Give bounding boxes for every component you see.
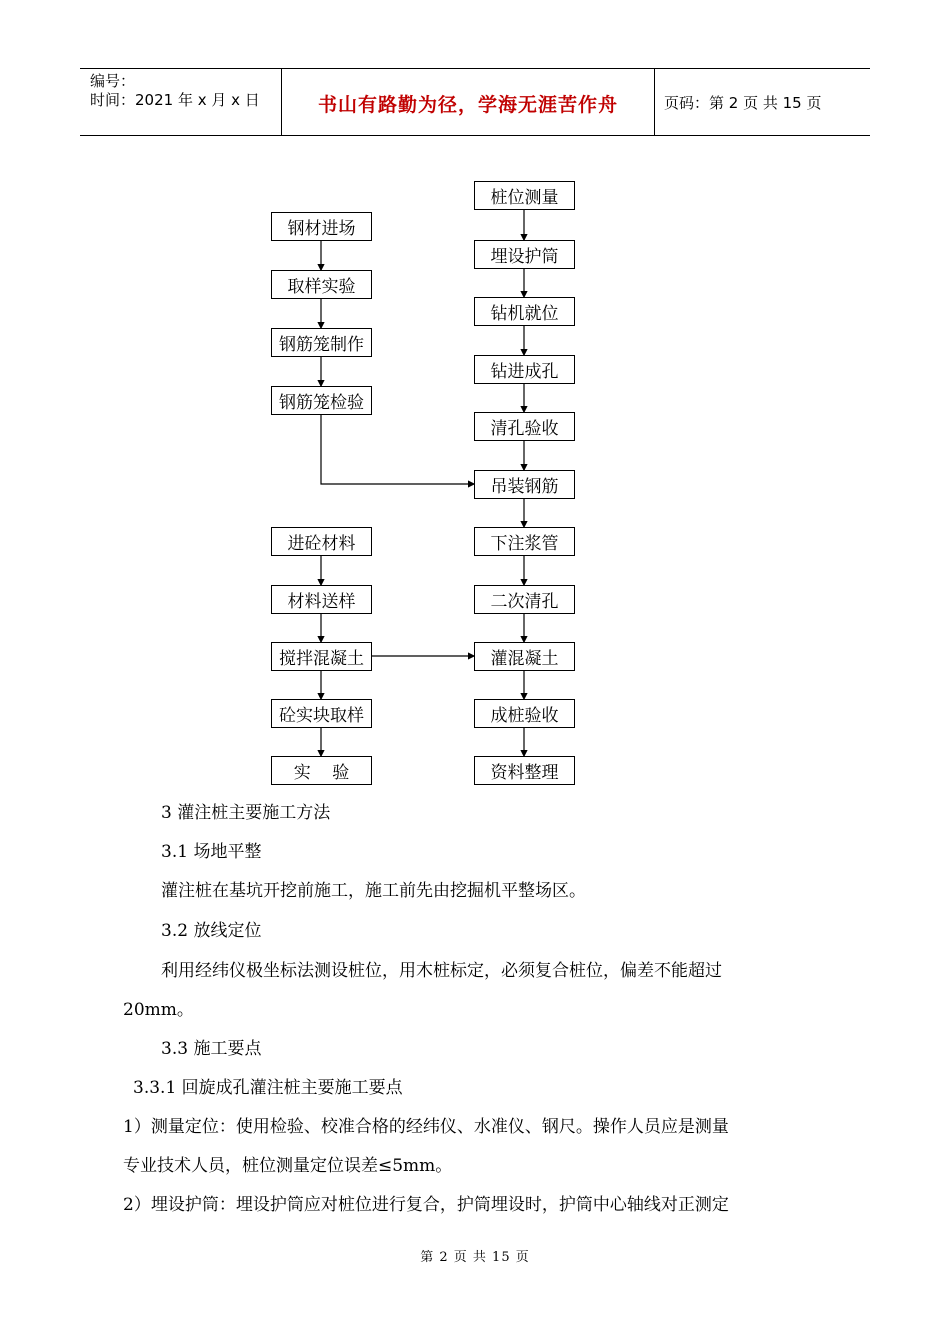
flow-step-box: 桩位测量: [474, 181, 575, 210]
subsection-heading: 3.1 场地平整: [161, 842, 262, 862]
flow-step-box: 搅拌混凝土: [271, 642, 372, 671]
flow-step-box: 钢筋笼制作: [271, 328, 372, 357]
list-item: 1）测量定位：使用检验、校准合格的经纬仪、水准仪、钢尺。操作人员应是测量: [123, 1117, 729, 1137]
flow-step-box: 成桩验收: [474, 699, 575, 728]
flow-step-box: 材料送样: [271, 585, 372, 614]
flow-step-box: 吊装钢筋: [474, 470, 575, 499]
document-number: 编号：: [90, 72, 136, 90]
document-date: 时间：2021 年 x 月 x 日: [90, 91, 260, 109]
flow-step-box: 二次清孔: [474, 585, 575, 614]
list-item: 2）埋设护筒：埋设护筒应对桩位进行复合，护筒埋设时，护筒中心轴线对正测定: [123, 1195, 729, 1215]
page-footer: 第 2 页 共 15 页: [420, 1250, 530, 1265]
flow-step-box: 下注浆管: [474, 527, 575, 556]
flow-step-box: 砼实块取样: [271, 699, 372, 728]
flow-step-box: 钢材进场: [271, 212, 372, 241]
flow-step-box: 钻机就位: [474, 297, 575, 326]
subsection-heading: 3.3 施工要点: [161, 1039, 262, 1059]
paragraph: 灌注桩在基坑开挖前施工，施工前先由挖掘机平整场区。: [161, 881, 586, 901]
flow-step-box: 清孔验收: [474, 412, 575, 441]
paragraph: 利用经纬仪极坐标法测设桩位，用木桩标定，必须复合桩位，偏差不能超过: [161, 961, 722, 981]
section-heading: 3 灌注桩主要施工方法: [161, 803, 331, 823]
paragraph-continuation: 20mm。: [123, 1000, 194, 1020]
flow-step-box: 实 验: [271, 756, 372, 785]
flow-step-box: 埋设护筒: [474, 240, 575, 269]
flow-step-box: 钢筋笼检验: [271, 386, 372, 415]
flow-step-box: 钻进成孔: [474, 355, 575, 384]
flow-step-box: 资料整理: [474, 756, 575, 785]
flow-step-box: 取样实验: [271, 270, 372, 299]
header-motto: 书山有路勤为径，学海无涯苦作舟: [317, 94, 618, 116]
list-item-continuation: 专业技术人员，桩位测量定位误差≤5mm。: [123, 1156, 453, 1176]
header-page-number: 页码：第 2 页 共 15 页: [664, 94, 822, 112]
flow-step-box: 进砼材料: [271, 527, 372, 556]
subsubsection-heading: 3.3.1 回旋成孔灌注桩主要施工要点: [133, 1078, 403, 1098]
subsection-heading: 3.2 放线定位: [161, 921, 262, 941]
connector: [321, 414, 474, 484]
flow-step-box: 灌混凝土: [474, 642, 575, 671]
